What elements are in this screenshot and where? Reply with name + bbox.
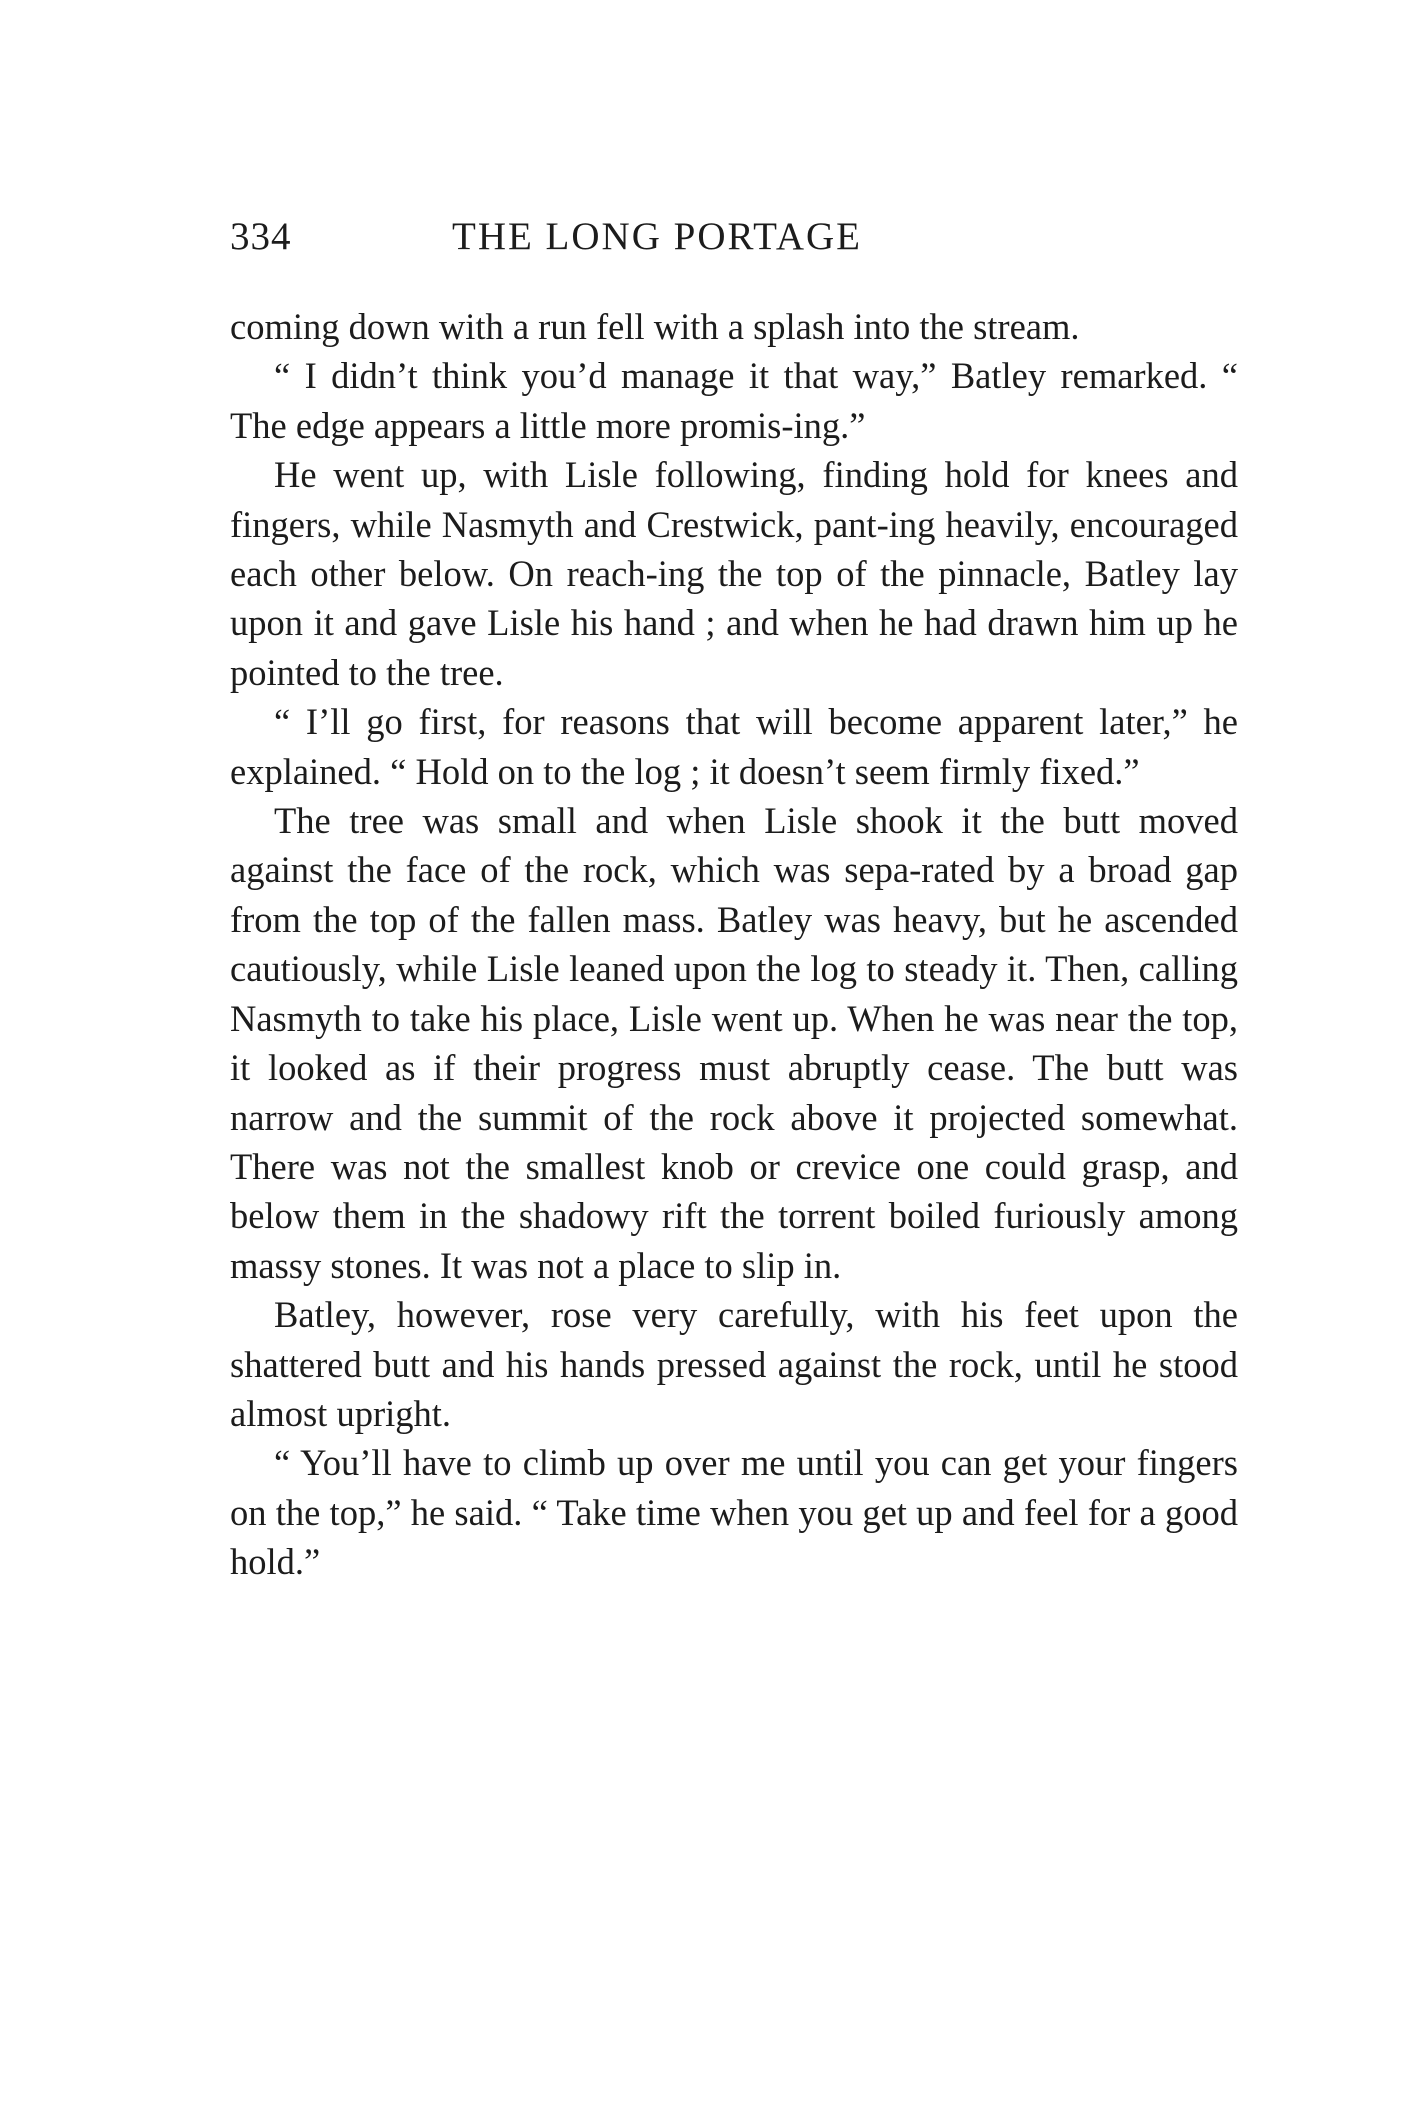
paragraph-3: He went up, with Lisle following, finding hold for knees and fingers, while Nasmyth and Crestwick, pant-ing heavily, encouraged each other below. On reach-ing the top of the pinnacle, Batley lay upon it and gave Lisle his hand ; and when he had drawn him up he pointed to the tree. <box>230 454 1238 693</box>
paragraph-7: “ You’ll have to climb up over me until you can get your fingers on the top,” he said. “ Take time when you get up and feel for a good hold.” <box>230 1442 1238 1583</box>
running-head <box>230 214 1240 264</box>
paragraph-2: “ I didn’t think you’d manage it that way,” Batley remarked. “ The edge appears a little more promis-ing.” <box>230 355 1238 446</box>
running-title: THE LONG PORTAGE <box>452 215 863 258</box>
paragraph-1: coming down with a run fell with a splash into the stream. <box>230 306 1080 347</box>
body-text <box>230 302 1238 1587</box>
paragraph-6: Batley, however, rose very carefully, with his feet upon the shattered butt and his hands pressed against the rock, until he stood almost upright. <box>230 1294 1238 1434</box>
page-number: 334 <box>230 215 292 258</box>
paragraph-5: The tree was small and when Lisle shook it the butt moved against the face of the rock, which was sepa-rated by a broad gap from the top of the fallen mass. Batley was heavy, but he ascended cautiously, while Lisle leaned upon the log to steady it. Then, calling Nasmyth to take his place, Lisle went up. When he was near the top, it looked as if their progress must abruptly cease. The butt was narrow and the summit of the rock above it projected somewhat. There was not the smallest knob or crevice one could grasp, and below them in the shadowy rift the torrent boiled furiously among massy stones. It was not a place to slip in. <box>230 800 1238 1286</box>
paragraph-4: “ I’ll go first, for reasons that will become apparent later,” he explained. “ Hold on to the log ; it doesn’t seem firmly fixed.” <box>230 701 1238 792</box>
